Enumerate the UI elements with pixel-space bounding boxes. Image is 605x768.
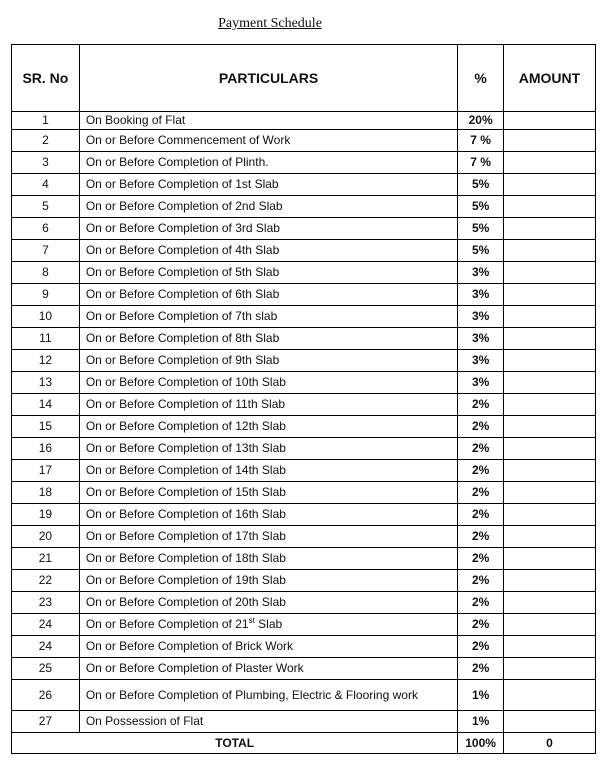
row-percent: 3% [458, 328, 504, 350]
row-amount [503, 526, 595, 548]
row-sr-no: 7 [12, 240, 80, 262]
table-row [12, 636, 596, 658]
payment-schedule-table [11, 44, 596, 754]
row-sr-no: 5 [12, 196, 80, 218]
row-percent: 5% [458, 196, 504, 218]
row-particulars: On or Before Completion of Plaster Work [79, 658, 458, 680]
row-amount [503, 372, 595, 394]
row-amount [503, 284, 595, 306]
table-row [12, 570, 596, 592]
header-percent: % [458, 45, 504, 112]
row-percent: 3% [458, 372, 504, 394]
row-percent: 3% [458, 262, 504, 284]
row-sr-no: 24 [12, 636, 80, 658]
row-percent: 2% [458, 526, 504, 548]
row-amount [503, 174, 595, 196]
row-sr-no: 11 [12, 328, 80, 350]
row-amount [503, 570, 595, 592]
row-particulars: On or Before Completion of 19th Slab [79, 570, 458, 592]
row-sr-no: 1 [12, 112, 80, 130]
row-amount [503, 592, 595, 614]
table-row [12, 680, 596, 711]
row-amount [503, 460, 595, 482]
row-percent: 2% [458, 570, 504, 592]
row-particulars: On Possession of Flat [79, 711, 458, 733]
row-sr-no: 2 [12, 130, 80, 152]
table-row [12, 306, 596, 328]
row-particulars: On or Before Completion of 15th Slab [79, 482, 458, 504]
row-amount [503, 112, 595, 130]
row-amount [503, 482, 595, 504]
total-label: TOTAL [12, 733, 458, 754]
row-percent: 2% [458, 394, 504, 416]
row-particulars-text: On or Before Completion of 21 [85, 617, 249, 631]
row-amount [503, 130, 595, 152]
row-percent: 2% [458, 592, 504, 614]
row-percent: 2% [458, 614, 504, 636]
row-amount [503, 240, 595, 262]
row-amount [503, 711, 595, 733]
row-amount [503, 152, 595, 174]
row-amount [503, 680, 595, 711]
table-row [12, 284, 596, 306]
row-amount [503, 218, 595, 240]
row-percent: 20% [458, 112, 504, 130]
row-amount [503, 658, 595, 680]
header-sr-no: SR. No [12, 45, 80, 112]
header-amount: AMOUNT [503, 45, 595, 112]
row-particulars: On or Before Commencement of Work [79, 130, 458, 152]
row-sr-no: 27 [12, 711, 80, 733]
row-percent: 2% [458, 438, 504, 460]
table-row [12, 394, 596, 416]
row-particulars: On or Before Completion of 2nd Slab [79, 196, 458, 218]
row-particulars: On or Before Completion of 1st Slab [79, 174, 458, 196]
row-sr-no: 26 [12, 680, 80, 711]
table-row [12, 460, 596, 482]
total-percent: 100% [458, 733, 504, 754]
table-row [12, 711, 596, 733]
total-amount: 0 [503, 733, 595, 754]
row-sr-no: 20 [12, 526, 80, 548]
row-particulars: On Booking of Flat [79, 112, 458, 130]
row-particulars-suffix: Slab [254, 617, 283, 631]
row-particulars: On or Before Completion of Plinth. [79, 152, 458, 174]
row-sr-no: 16 [12, 438, 80, 460]
row-sr-no: 18 [12, 482, 80, 504]
row-particulars: On or Before Completion of 13th Slab [79, 438, 458, 460]
row-percent: 3% [458, 284, 504, 306]
table-row [12, 174, 596, 196]
table-row [12, 240, 596, 262]
row-amount [503, 438, 595, 460]
row-percent: 1% [458, 680, 504, 711]
row-percent: 7 % [458, 130, 504, 152]
row-sr-no: 6 [12, 218, 80, 240]
row-particulars: On or Before Completion of 16th Slab [79, 504, 458, 526]
header-particulars: PARTICULARS [79, 45, 458, 112]
row-particulars: On or Before Completion of 9th Slab [79, 350, 458, 372]
table-row [12, 548, 596, 570]
row-percent: 2% [458, 658, 504, 680]
row-particulars: On or Before Completion of 4th Slab [79, 240, 458, 262]
row-particulars: On or Before Completion of 6th Slab [79, 284, 458, 306]
row-particulars: On or Before Completion of 11th Slab [79, 394, 458, 416]
row-sr-no: 9 [12, 284, 80, 306]
document-title: Payment Schedule [218, 16, 322, 31]
row-percent: 5% [458, 240, 504, 262]
row-sr-no: 4 [12, 174, 80, 196]
row-sr-no: 3 [12, 152, 80, 174]
table-row [12, 218, 596, 240]
table-row [12, 350, 596, 372]
row-sr-no: 23 [12, 592, 80, 614]
row-particulars: On or Before Completion of 5th Slab [79, 262, 458, 284]
row-amount [503, 328, 595, 350]
table-row [12, 504, 596, 526]
table-row [12, 482, 596, 504]
row-sr-no: 21 [12, 548, 80, 570]
row-particulars-superscript: st [248, 616, 255, 625]
row-percent: 2% [458, 636, 504, 658]
row-particulars: On or Before Completion of 8th Slab [79, 328, 458, 350]
table-row [12, 130, 596, 152]
row-amount [503, 394, 595, 416]
row-amount [503, 636, 595, 658]
row-sr-no: 24 [12, 614, 80, 636]
total-row [12, 733, 596, 754]
row-sr-no: 8 [12, 262, 80, 284]
row-particulars: On or Before Completion of 20th Slab [79, 592, 458, 614]
row-particulars [79, 614, 458, 636]
table-row [12, 614, 596, 636]
row-particulars: On or Before Completion of Plumbing, Electric & Flooring work [79, 680, 458, 711]
row-sr-no: 14 [12, 394, 80, 416]
row-percent: 2% [458, 482, 504, 504]
row-particulars: On or Before Completion of 17th Slab [79, 526, 458, 548]
row-sr-no: 25 [12, 658, 80, 680]
table-row [12, 196, 596, 218]
row-amount [503, 504, 595, 526]
row-percent: 2% [458, 460, 504, 482]
row-percent: 5% [458, 174, 504, 196]
row-sr-no: 22 [12, 570, 80, 592]
row-percent: 5% [458, 218, 504, 240]
table-row [12, 262, 596, 284]
row-particulars: On or Before Completion of 12th Slab [79, 416, 458, 438]
row-sr-no: 12 [12, 350, 80, 372]
row-particulars: On or Before Completion of 10th Slab [79, 372, 458, 394]
row-sr-no: 19 [12, 504, 80, 526]
row-particulars: On or Before Completion of Brick Work [79, 636, 458, 658]
row-sr-no: 15 [12, 416, 80, 438]
row-percent: 7 % [458, 152, 504, 174]
table-row [12, 328, 596, 350]
row-percent: 2% [458, 548, 504, 570]
table-row [12, 438, 596, 460]
row-amount [503, 196, 595, 218]
row-percent: 3% [458, 306, 504, 328]
row-amount [503, 416, 595, 438]
row-amount [503, 614, 595, 636]
row-sr-no: 13 [12, 372, 80, 394]
table-body [12, 112, 596, 733]
table-row [12, 416, 596, 438]
row-percent: 2% [458, 504, 504, 526]
row-particulars: On or Before Completion of 3rd Slab [79, 218, 458, 240]
row-amount [503, 350, 595, 372]
table-row [12, 152, 596, 174]
row-particulars: On or Before Completion of 7th slab [79, 306, 458, 328]
row-particulars: On or Before Completion of 18th Slab [79, 548, 458, 570]
row-percent: 3% [458, 350, 504, 372]
row-particulars: On or Before Completion of 14th Slab [79, 460, 458, 482]
row-amount [503, 262, 595, 284]
row-amount [503, 548, 595, 570]
table-row [12, 112, 596, 130]
row-amount [503, 306, 595, 328]
table-row [12, 526, 596, 548]
row-percent: 2% [458, 416, 504, 438]
row-sr-no: 10 [12, 306, 80, 328]
table-row [12, 372, 596, 394]
table-header-row [12, 45, 596, 112]
row-sr-no: 17 [12, 460, 80, 482]
table-row [12, 658, 596, 680]
table-row [12, 592, 596, 614]
row-percent: 1% [458, 711, 504, 733]
